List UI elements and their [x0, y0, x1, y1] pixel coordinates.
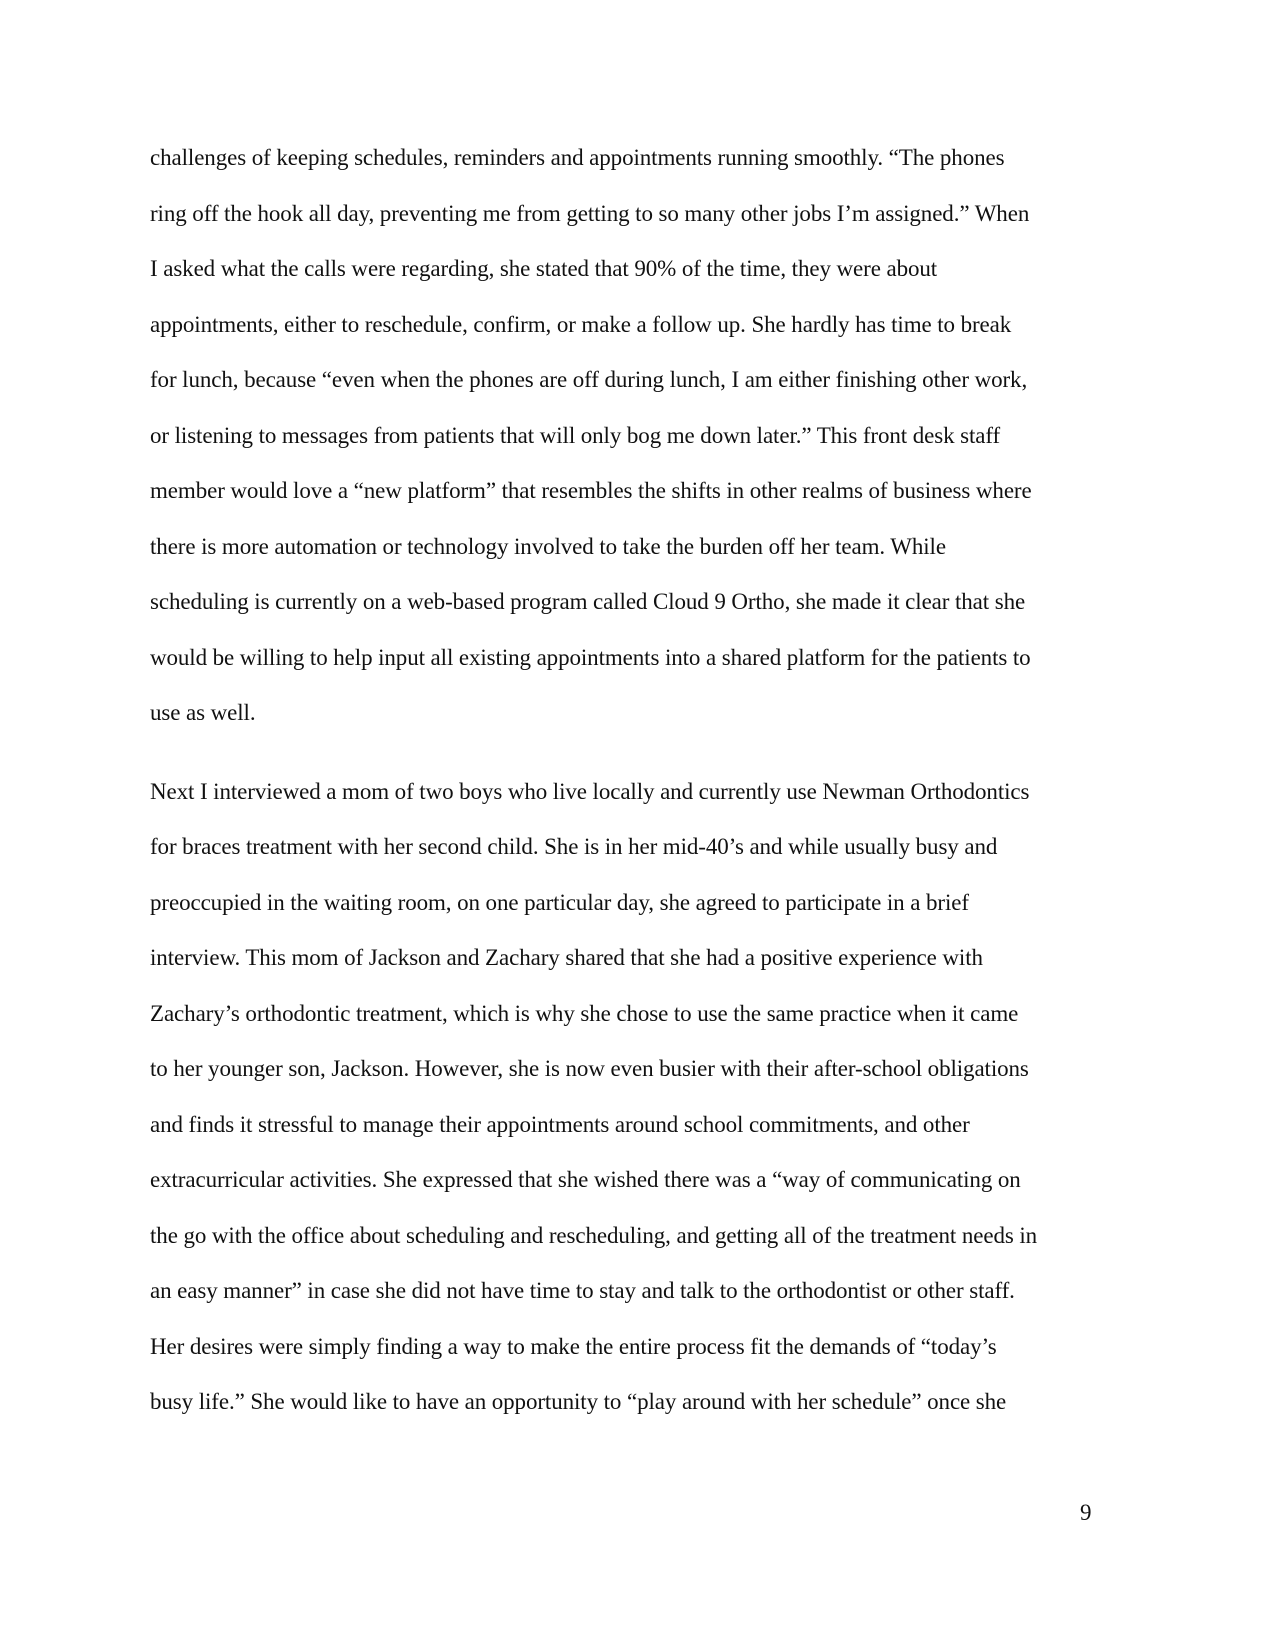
paragraph-1-line-4: appointments, either to reschedule, confirm, or make a follow up. She hardly has time to break	[150, 312, 1012, 337]
paragraph-2-line-4: interview. This mom of Jackson and Zachary shared that she had a positive experience with	[150, 945, 983, 970]
paragraph-2-line-7: and finds it stressful to manage their appointments around school commitments, and other	[150, 1112, 970, 1137]
paragraph-1-line-5: for lunch, because “even when the phones are off during lunch, I am either finishing other work,	[150, 367, 1028, 392]
paragraph-2-line-8: extracurricular activities. She expressed that she wished there was a “way of communicating on	[150, 1167, 1021, 1192]
paragraph-2-line-2: for braces treatment with her second child. She is in her mid-40’s and while usually busy and	[150, 834, 998, 859]
paragraph-2-line-11: Her desires were simply finding a way to make the entire process fit the demands of “today’s	[150, 1334, 997, 1359]
paragraph-1-line-8: there is more automation or technology involved to take the burden off her team. While	[150, 534, 946, 559]
paragraph-2-line-1: Next I interviewed a mom of two boys who live locally and currently use Newman Orthodontics	[150, 779, 1030, 804]
paragraph-2-line-10: an easy manner” in case she did not have time to stay and talk to the orthodontist or other staff.	[150, 1278, 1015, 1303]
paragraph-1-line-1: challenges of keeping schedules, reminders and appointments running smoothly. “The phones	[150, 145, 1005, 170]
paragraph-2-line-5: Zachary’s orthodontic treatment, which is why she chose to use the same practice when it came	[150, 1001, 1019, 1026]
paragraph-2-line-3: preoccupied in the waiting room, on one particular day, she agreed to participate in a brief	[150, 890, 969, 915]
paragraph-1-line-7: member would love a “new platform” that resembles the shifts in other realms of business where	[150, 478, 1032, 503]
paragraph-2-line-6: to her younger son, Jackson. However, she is now even busier with their after-school obligations	[150, 1056, 1029, 1081]
paragraph-2-line-9: the go with the office about scheduling and rescheduling, and getting all of the treatment needs in	[150, 1223, 1038, 1248]
paragraph-1-line-11: use as well.	[150, 700, 256, 725]
paragraph-1-line-10: would be willing to help input all existing appointments into a shared platform for the patients to	[150, 645, 1031, 670]
paragraph-1-line-3: I asked what the calls were regarding, she stated that 90% of the time, they were about	[150, 256, 938, 281]
paragraph-1-line-2: ring off the hook all day, preventing me from getting to so many other jobs I’m assigned.” When	[150, 201, 1030, 226]
paragraph-1-line-9: scheduling is currently on a web-based program called Cloud 9 Ortho, she made it clear that she	[150, 589, 1026, 614]
paragraph-1-line-6: or listening to messages from patients that will only bog me down later.” This front desk staff	[150, 423, 1001, 448]
page-number: 9	[1080, 1500, 1092, 1525]
paragraph-2-line-12: busy life.” She would like to have an opportunity to “play around with her schedule” once she	[150, 1389, 1007, 1414]
